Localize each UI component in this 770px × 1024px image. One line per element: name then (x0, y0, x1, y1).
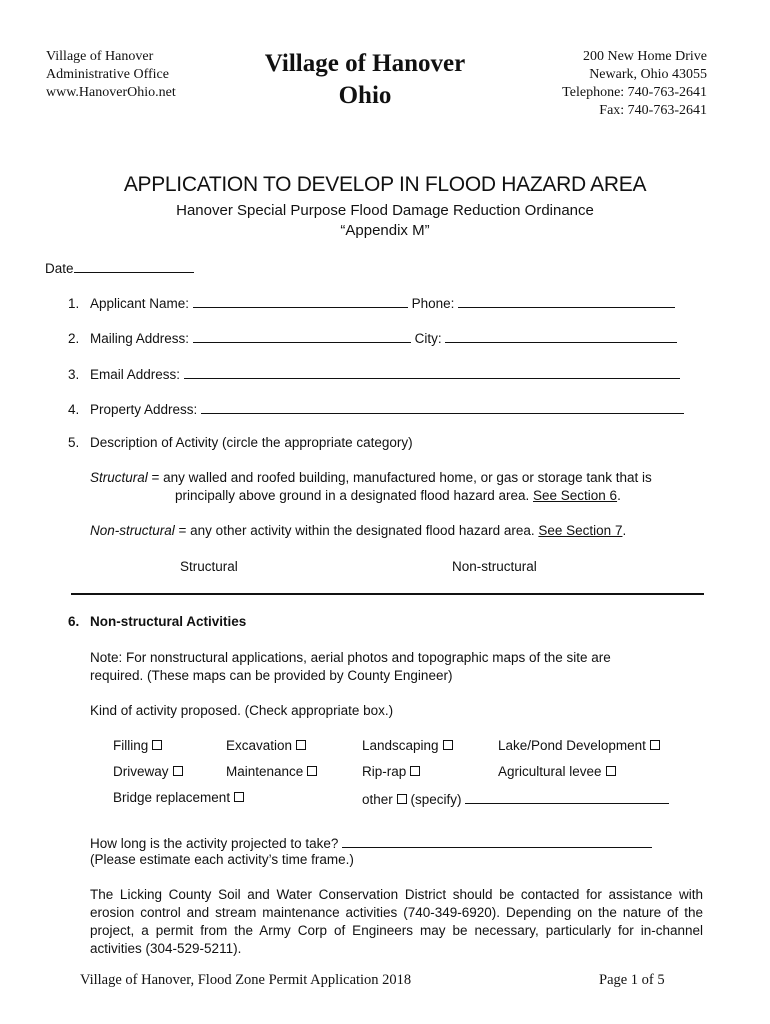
field-mailing-row (68, 329, 677, 346)
structural-definition-line2 (175, 488, 621, 503)
city-label: City: (414, 331, 442, 346)
item-number: 5. (68, 435, 80, 450)
item-number: 2. (68, 331, 80, 346)
landscaping-label: Landscaping (362, 738, 439, 753)
item-number: 3. (68, 367, 80, 382)
choice-structural[interactable]: Structural (180, 559, 238, 574)
field-applicant-row (68, 294, 675, 311)
header-right-line: Telephone: 740-763-2641 (562, 85, 707, 100)
section6-number: 6. (68, 614, 80, 629)
checkbox-lakepond[interactable] (498, 738, 660, 753)
checkbox-icon[interactable] (606, 766, 616, 776)
header-right-line: 200 New Home Drive (582, 49, 707, 64)
property-address-field[interactable] (201, 400, 684, 414)
activity-kind-instructions: Kind of activity proposed. (Check appropriate box.) (90, 703, 394, 718)
nonstructural-definition (90, 523, 626, 538)
header-title-line: Village of Hanover (264, 50, 466, 77)
other-label: other (362, 792, 393, 807)
date-field[interactable] (74, 259, 194, 273)
structural-definition-text2: principally above ground in a designated flood hazard area. (175, 488, 533, 503)
driveway-label: Driveway (113, 764, 169, 779)
date-row (45, 259, 194, 276)
checkbox-riprap[interactable] (362, 764, 420, 779)
checkbox-icon[interactable] (152, 740, 162, 750)
checkbox-icon[interactable] (397, 794, 407, 804)
duration-label: How long is the activity projected to take? (90, 836, 339, 851)
email-field[interactable] (184, 365, 680, 379)
checkbox-maintenance[interactable] (226, 764, 317, 779)
header-left (46, 48, 176, 102)
item-number: 1. (68, 296, 80, 311)
checkbox-icon[interactable] (173, 766, 183, 776)
checkbox-excavation[interactable] (226, 738, 306, 753)
field-property-row (68, 400, 684, 417)
applicant-name-field[interactable] (193, 294, 408, 308)
duration-row (90, 834, 652, 851)
lakepond-label: Lake/Pond Development (498, 738, 646, 753)
checkbox-icon[interactable] (296, 740, 306, 750)
nonstructural-term: Non-structural (90, 523, 175, 538)
phone-field[interactable] (458, 294, 675, 308)
header-left-line: www.HanoverOhio.net (46, 85, 176, 100)
checkbox-icon[interactable] (307, 766, 317, 776)
page-subtitle-appendix: “Appendix M” (340, 222, 430, 239)
filling-label: Filling (113, 738, 149, 753)
specify-label: (specify) (406, 792, 462, 807)
nonstructural-definition-text: = any other activity within the designated flood hazard area. (174, 523, 539, 538)
agricultural-label: Agricultural levee (498, 764, 602, 779)
bridge-label: Bridge replacement (113, 790, 231, 805)
mailing-address-field[interactable] (193, 329, 411, 343)
city-field[interactable] (445, 329, 677, 343)
checkbox-icon[interactable] (234, 792, 244, 802)
period: . (622, 523, 627, 538)
page-number: Page 1 of 5 (599, 972, 665, 988)
checkbox-agricultural[interactable] (498, 764, 616, 779)
section6-title: Non-structural Activities (90, 614, 247, 629)
maintenance-label: Maintenance (226, 764, 304, 779)
header-left-line: Village of Hanover (46, 49, 154, 64)
field-description-row (68, 435, 413, 450)
applicant-name-label: Applicant Name: (90, 296, 190, 311)
header-right-line: Newark, Ohio 43055 (589, 67, 707, 82)
structural-definition-text: = any walled and roofed building, manufactured home, or gas or storage tank that is (147, 470, 652, 485)
section6-note: Note: For nonstructural applications, aerial photos and topographic maps of the site are required. (These maps can be provided by County Engineer) (90, 650, 611, 683)
checkbox-driveway[interactable] (113, 764, 183, 779)
page-title: APPLICATION TO DEVELOP IN FLOOD HAZARD AREA (123, 173, 647, 196)
header-title-line: Ohio (338, 82, 392, 109)
email-label: Email Address: (90, 367, 181, 382)
page-subtitle: Hanover Special Purpose Flood Damage Reduction Ordinance (176, 202, 594, 219)
checkbox-icon[interactable] (410, 766, 420, 776)
other-specify-field[interactable] (465, 790, 669, 804)
property-address-label: Property Address: (90, 402, 198, 417)
mailing-address-label: Mailing Address: (90, 331, 190, 346)
section-divider (71, 593, 704, 595)
choice-nonstructural[interactable]: Non-structural (452, 559, 537, 574)
excavation-label: Excavation (226, 738, 293, 753)
licking-county-note: The Licking County Soil and Water Conservation District should be contacted for assistance with erosion control and stream maintenance activities (740-349-6920). Depending on the nature of the project, a permit from the Army Corp of Engineers may be necessary, particularly for in-channel activities (304-529-5211). (90, 887, 703, 956)
see-section-7-link[interactable]: See Section 7 (538, 523, 623, 538)
checkbox-other[interactable] (362, 790, 669, 807)
see-section-6-link[interactable]: See Section 6 (533, 488, 618, 503)
riprap-label: Rip-rap (362, 764, 407, 779)
structural-definition (90, 470, 652, 485)
checkbox-filling[interactable] (113, 738, 162, 753)
checkbox-bridge[interactable] (113, 790, 244, 805)
period: . (617, 488, 621, 503)
section6-heading (68, 614, 246, 629)
checkbox-landscaping[interactable] (362, 738, 453, 753)
header-left-line: Administrative Office (46, 67, 169, 82)
header-right-line: Fax: 740-763-2641 (599, 103, 707, 118)
checkbox-icon[interactable] (650, 740, 660, 750)
phone-label: Phone: (411, 296, 455, 311)
header-right (562, 48, 707, 120)
field-email-row (68, 365, 680, 382)
description-label: Description of Activity (circle the appropriate category) (90, 435, 413, 450)
date-label: Date (45, 261, 74, 276)
checkbox-icon[interactable] (443, 740, 453, 750)
duration-field[interactable] (342, 834, 652, 848)
footer-title: Village of Hanover, Flood Zone Permit Application 2018 (80, 972, 412, 988)
structural-term: Structural (90, 470, 148, 485)
item-number: 4. (68, 402, 80, 417)
header-title (250, 48, 480, 112)
duration-hint: (Please estimate each activity’s time frame.) (90, 852, 354, 867)
